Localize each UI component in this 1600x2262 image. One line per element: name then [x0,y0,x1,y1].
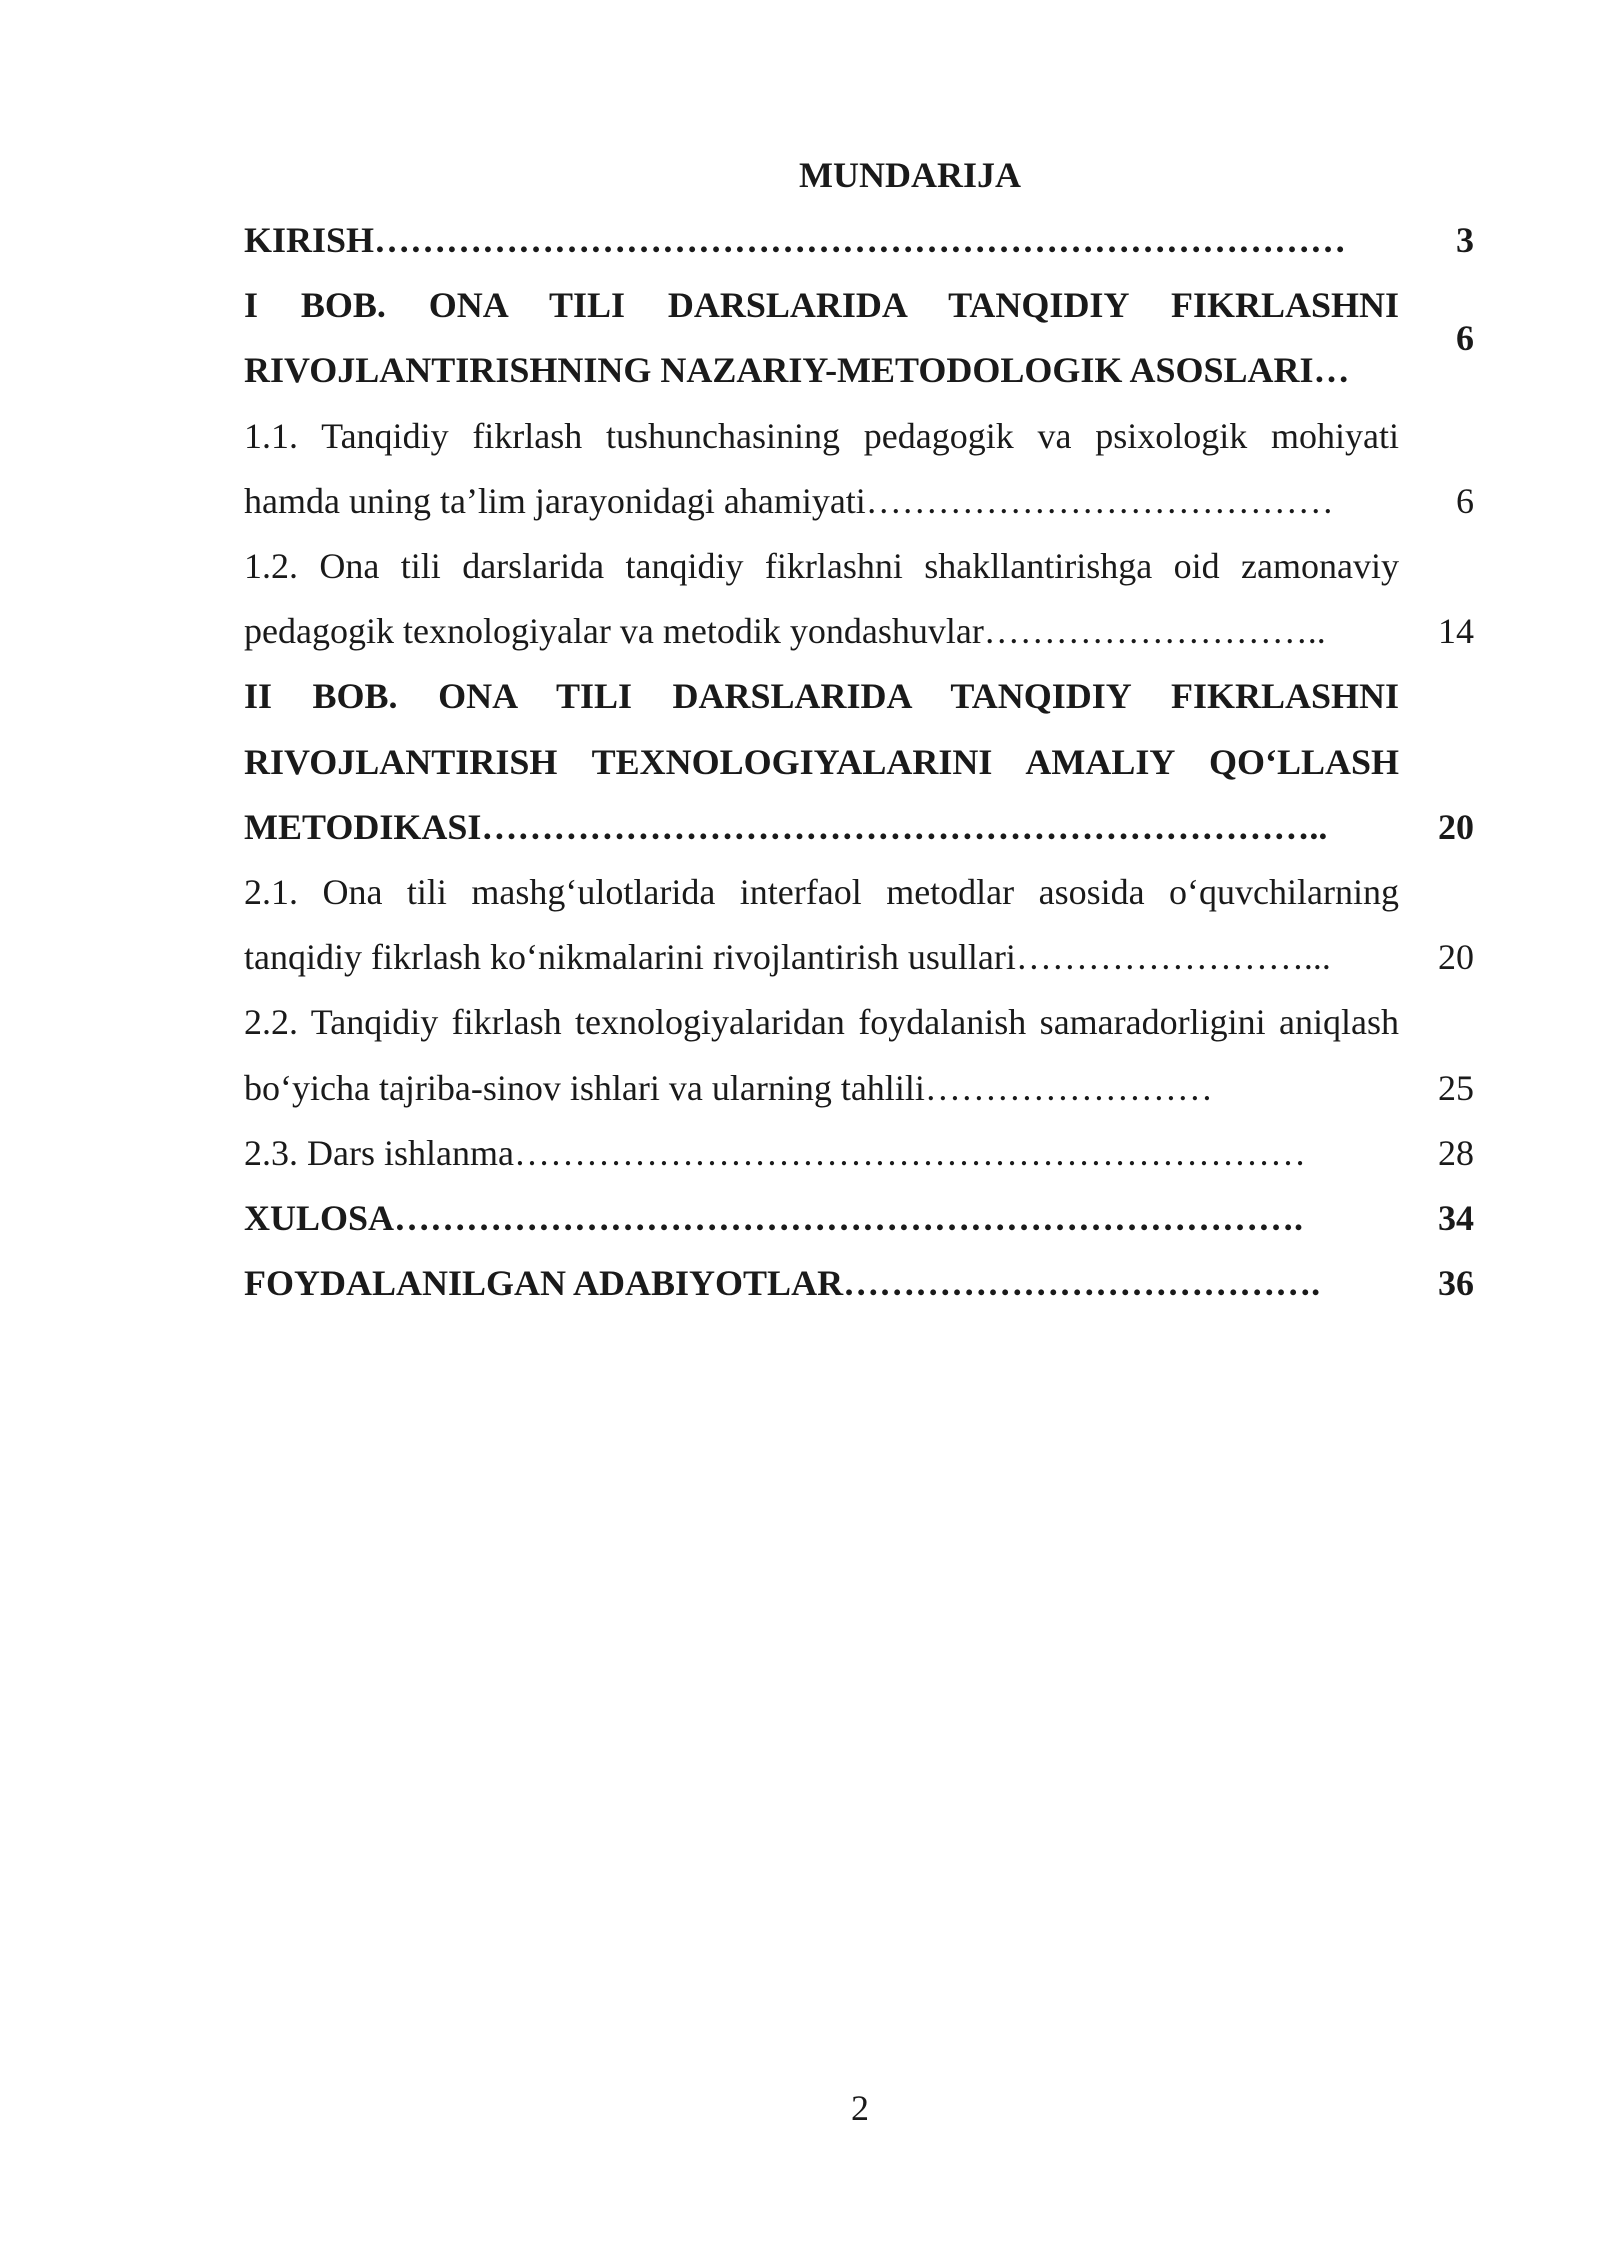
toc-entry-section-1-2 [244,534,1474,664]
toc-entry-page: 28 [1438,1132,1474,1173]
toc-entry-references [244,1251,1474,1316]
toc-entry-page: 6 [1456,317,1474,358]
toc-entry-section-1-1 [244,404,1474,534]
toc-entry-text: XULOSA…………………………………………………………………. [244,1198,1304,1239]
table-of-contents [244,208,1474,1316]
toc-entry-page: 3 [1456,220,1474,260]
toc-entry-page: 36 [1438,1263,1474,1304]
toc-entry-page: 25 [1438,1067,1474,1108]
toc-entry-section-2-2 [244,990,1474,1120]
toc-entry-text: 1.1. Tanqidiy fikrlash tushunchasining pedagogik va psixologik mohiyati hamda uning ta’lim jarayonidagi ahamiyati………………………………… [244,415,1399,521]
toc-entry-text: 2.3. Dars ishlanma………………………………………………………… [244,1132,1306,1173]
page-number: 2 [851,2088,869,2128]
toc-entry-page: 6 [1456,480,1474,521]
toc-entry-text: II BOB. ONA TILI DARSLARIDA TANQIDIY FIKRLASHNI RIVOJLANTIRISH TEXNOLOGIYALARINI AMALIY QO‘LLASH METODIKASI…………………………………………………………….. [244,676,1399,847]
toc-entry-chapter-2 [244,664,1474,860]
toc-entry-page: 14 [1438,611,1474,652]
toc-entry-text: I BOB. ONA TILI DARSLARIDA TANQIDIY FIKRLASHNI RIVOJLANTIRISHNING NAZARIY-METODOLOGIK ASOSLARI… [244,285,1399,391]
toc-entry-section-2-1 [244,860,1474,990]
page-title: MUNDARIJA [799,155,1021,195]
toc-entry-conclusion [244,1186,1474,1251]
toc-entry-page: 34 [1438,1198,1474,1239]
toc-entry-section-2-3 [244,1121,1474,1186]
toc-entry-page: 20 [1438,937,1474,978]
toc-entry-chapter-1 [244,273,1474,403]
toc-entry-text: 2.2. Tanqidiy fikrlash texnologiyalaridan foydalanish samaradorligini aniqlash bo‘yicha tajriba-sinov ishlari va ularning tahlili…………………… [244,1002,1399,1108]
toc-entry-text: 2.1. Ona tili mashg‘ulotlarida interfaol metodlar asosida o‘quvchilarning tanqidiy fikrlash ko‘nikmalarini rivojlantirish usullari……………………... [244,872,1399,978]
toc-entry-introduction [244,208,1474,273]
toc-entry-text: 1.2. Ona tili darslarida tanqidiy fikrlashni shakllantirishga oid zamonaviy pedagogik texnologiyalar va metodik yondashuvlar……………………….. [244,546,1399,652]
toc-entry-text: KIRISH……………………………………………………………………… [244,220,1347,260]
toc-entry-text: FOYDALANILGAN ADABIYOTLAR…………………………………. [244,1263,1321,1304]
toc-entry-page: 20 [1438,806,1474,847]
